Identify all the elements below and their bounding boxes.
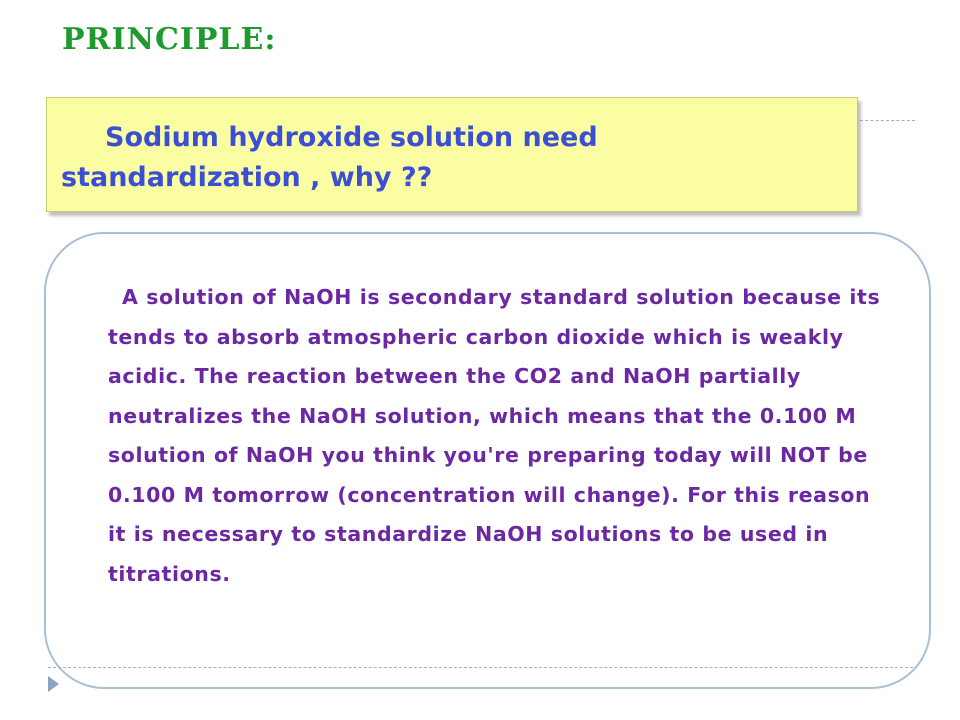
question-callout: Sodium hydroxide solution need standardization , why ?? [46, 97, 858, 212]
explanation-box [44, 232, 931, 689]
explanation-text: A solution of NaOH is secondary standard solution because its tends to absorb atmospheric carbon dioxide which is weakly acidic. The reaction between the CO2 and NaOH partially neutralizes the NaOH solution, which means that the 0.100 M solution of NaOH you think you're preparing today will NOT be 0.100 M tomorrow (concentration will change). For this reason it is necessary to standardize NaOH solutions to be used in titrations. [108, 285, 881, 586]
divider-bottom [48, 667, 913, 668]
slide-title: PRINCIPLE: [62, 22, 277, 57]
divider-top [860, 120, 915, 121]
triangle-bullet-icon [48, 676, 59, 692]
